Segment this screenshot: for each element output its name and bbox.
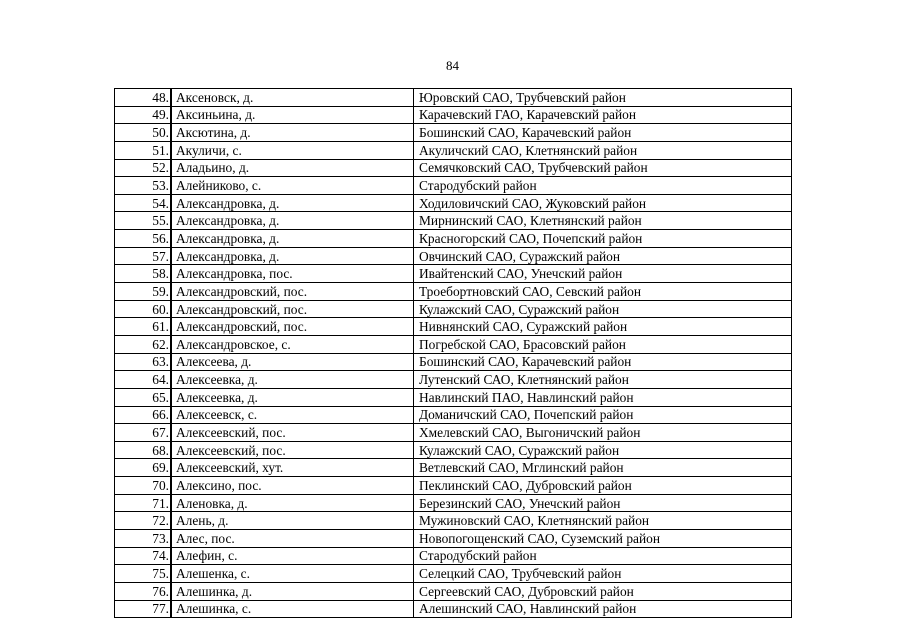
- settlement-name: Алексеева, д.: [171, 353, 414, 371]
- administrative-unit: Юровский САО, Трубчевский район: [414, 89, 792, 107]
- row-number: 48.: [115, 89, 172, 107]
- administrative-unit: Акуличский САО, Клетнянский район: [414, 141, 792, 159]
- administrative-unit: Ивайтенский САО, Унечский район: [414, 265, 792, 283]
- administrative-unit: Новопогощенский САО, Суземский район: [414, 530, 792, 548]
- administrative-unit: Бошинский САО, Карачевский район: [414, 353, 792, 371]
- table-row: [115, 247, 792, 265]
- administrative-unit: Ходиловичский САО, Жуковский район: [414, 194, 792, 212]
- administrative-unit: Погребской САО, Брасовский район: [414, 335, 792, 353]
- row-number: 74.: [115, 547, 172, 565]
- table-row: [115, 212, 792, 230]
- table-body: [115, 89, 792, 618]
- settlement-name: Алексеевск, с.: [171, 406, 414, 424]
- settlement-name: Алешинка, д.: [171, 582, 414, 600]
- settlement-name: Аксиньина, д.: [171, 106, 414, 124]
- administrative-unit: Навлинский ПАО, Навлинский район: [414, 388, 792, 406]
- table-row: [115, 265, 792, 283]
- row-number: 56.: [115, 230, 172, 248]
- row-number: 55.: [115, 212, 172, 230]
- table-row: [115, 89, 792, 107]
- table-row: [115, 318, 792, 336]
- table-row: [115, 406, 792, 424]
- administrative-unit: Красногорский САО, Почепский район: [414, 230, 792, 248]
- table-row: [115, 388, 792, 406]
- administrative-unit: Березинский САО, Унечский район: [414, 494, 792, 512]
- administrative-unit: Мужиновский САО, Клетнянский район: [414, 512, 792, 530]
- row-number: 57.: [115, 247, 172, 265]
- settlement-name: Александровский, пос.: [171, 318, 414, 336]
- administrative-unit: Хмелевский САО, Выгоничский район: [414, 424, 792, 442]
- administrative-unit: Ветлевский САО, Мглинский район: [414, 459, 792, 477]
- row-number: 64.: [115, 371, 172, 389]
- row-number: 61.: [115, 318, 172, 336]
- table-row: [115, 494, 792, 512]
- settlement-name: Александровский, пос.: [171, 283, 414, 301]
- row-number: 71.: [115, 494, 172, 512]
- table-row: [115, 194, 792, 212]
- row-number: 63.: [115, 353, 172, 371]
- settlement-name: Александровский, пос.: [171, 300, 414, 318]
- settlement-name: Александровка, пос.: [171, 265, 414, 283]
- settlement-name: Алешенка, с.: [171, 565, 414, 583]
- settlement-name: Аксеновск, д.: [171, 89, 414, 107]
- administrative-unit: Троебортновский САО, Севский район: [414, 283, 792, 301]
- table-row: [115, 300, 792, 318]
- table-row: [115, 424, 792, 442]
- table-row: [115, 124, 792, 142]
- table-row: [115, 141, 792, 159]
- table-row: [115, 441, 792, 459]
- table-row: [115, 600, 792, 618]
- row-number: 67.: [115, 424, 172, 442]
- administrative-unit: Лутенский САО, Клетнянский район: [414, 371, 792, 389]
- settlement-name: Аленовка, д.: [171, 494, 414, 512]
- row-number: 69.: [115, 459, 172, 477]
- administrative-unit: Стародубский район: [414, 177, 792, 195]
- row-number: 76.: [115, 582, 172, 600]
- row-number: 52.: [115, 159, 172, 177]
- settlement-name: Аксютина, д.: [171, 124, 414, 142]
- administrative-unit: Карачевский ГАО, Карачевский район: [414, 106, 792, 124]
- row-number: 75.: [115, 565, 172, 583]
- row-number: 73.: [115, 530, 172, 548]
- row-number: 49.: [115, 106, 172, 124]
- administrative-unit: Селецкий САО, Трубчевский район: [414, 565, 792, 583]
- row-number: 72.: [115, 512, 172, 530]
- row-number: 54.: [115, 194, 172, 212]
- row-number: 51.: [115, 141, 172, 159]
- settlement-name: Акуличи, с.: [171, 141, 414, 159]
- row-number: 53.: [115, 177, 172, 195]
- administrative-unit: Нивнянский САО, Суражский район: [414, 318, 792, 336]
- settlement-name: Алешинка, с.: [171, 600, 414, 618]
- administrative-unit: Кулажский САО, Суражский район: [414, 441, 792, 459]
- table-row: [115, 106, 792, 124]
- table-row: [115, 530, 792, 548]
- row-number: 70.: [115, 477, 172, 495]
- administrative-unit: Пеклинский САО, Дубровский район: [414, 477, 792, 495]
- table-row: [115, 177, 792, 195]
- settlement-name: Александровка, д.: [171, 212, 414, 230]
- row-number: 65.: [115, 388, 172, 406]
- settlement-name: Алексеевский, пос.: [171, 441, 414, 459]
- settlement-name: Алейниково, с.: [171, 177, 414, 195]
- administrative-unit: Алешинский САО, Навлинский район: [414, 600, 792, 618]
- settlement-register-table: [114, 88, 792, 618]
- settlement-name: Алексеевка, д.: [171, 388, 414, 406]
- settlement-name: Александровка, д.: [171, 194, 414, 212]
- row-number: 66.: [115, 406, 172, 424]
- row-number: 77.: [115, 600, 172, 618]
- table-row: [115, 371, 792, 389]
- settlement-name: Алефин, с.: [171, 547, 414, 565]
- administrative-unit: Сергеевский САО, Дубровский район: [414, 582, 792, 600]
- settlement-name: Александровское, с.: [171, 335, 414, 353]
- settlement-name: Аладьино, д.: [171, 159, 414, 177]
- administrative-unit: Кулажский САО, Суражский район: [414, 300, 792, 318]
- table-row: [115, 230, 792, 248]
- table-row: [115, 353, 792, 371]
- administrative-unit: Семячковский САО, Трубчевский район: [414, 159, 792, 177]
- administrative-unit: Бошинский САО, Карачевский район: [414, 124, 792, 142]
- administrative-unit: Овчинский САО, Суражский район: [414, 247, 792, 265]
- row-number: 58.: [115, 265, 172, 283]
- table-row: [115, 512, 792, 530]
- settlement-name: Александровка, д.: [171, 230, 414, 248]
- table-row: [115, 283, 792, 301]
- table-row: [115, 565, 792, 583]
- administrative-unit: Доманичский САО, Почепский район: [414, 406, 792, 424]
- table-row: [115, 335, 792, 353]
- row-number: 50.: [115, 124, 172, 142]
- settlement-name: Алень, д.: [171, 512, 414, 530]
- settlement-name: Алексеевка, д.: [171, 371, 414, 389]
- table-row: [115, 159, 792, 177]
- settlement-name: Алексеевский, пос.: [171, 424, 414, 442]
- table-row: [115, 459, 792, 477]
- administrative-unit: Мирнинский САО, Клетнянский район: [414, 212, 792, 230]
- table-row: [115, 547, 792, 565]
- administrative-unit: Стародубский район: [414, 547, 792, 565]
- table-row: [115, 477, 792, 495]
- row-number: 68.: [115, 441, 172, 459]
- settlement-name: Алес, пос.: [171, 530, 414, 548]
- settlement-name: Александровка, д.: [171, 247, 414, 265]
- row-number: 59.: [115, 283, 172, 301]
- settlement-name: Алексино, пос.: [171, 477, 414, 495]
- table-row: [115, 582, 792, 600]
- settlement-name: Алексеевский, хут.: [171, 459, 414, 477]
- row-number: 62.: [115, 335, 172, 353]
- page-number: 84: [446, 58, 459, 73]
- row-number: 60.: [115, 300, 172, 318]
